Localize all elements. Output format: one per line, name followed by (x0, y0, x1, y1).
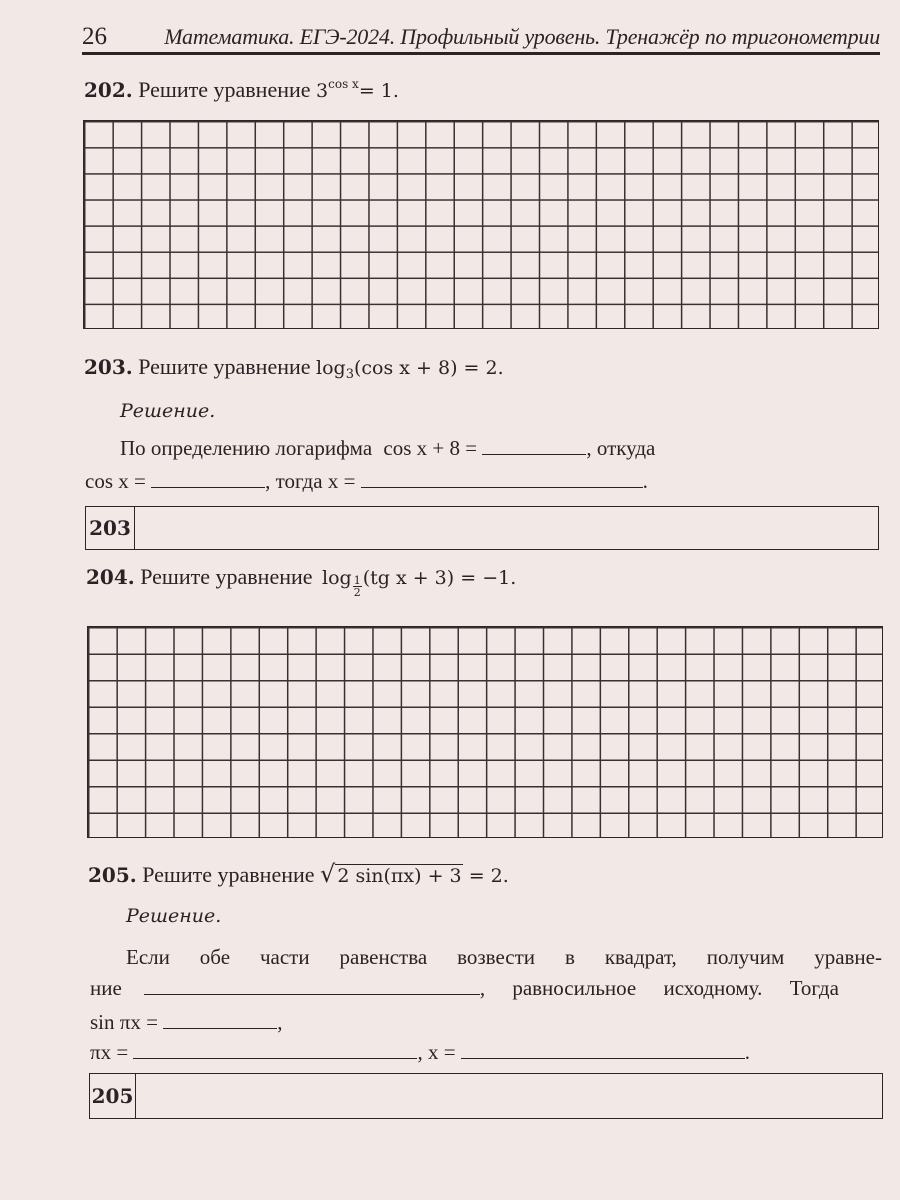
problem-prompt: Решите уравнение (142, 862, 315, 887)
problem-204-heading (86, 563, 516, 598)
blank-x-203[interactable] (361, 468, 643, 488)
problem-number: 204. (86, 565, 135, 589)
equation-radicand: 2 sin(πx) + 3 (337, 865, 462, 887)
running-title: Математика. ЕГЭ-2024. Профильный уровень. Тренажёр по тригонометрии (164, 24, 880, 49)
problem-number: 203. (84, 355, 133, 379)
line-expression: πx = (90, 1040, 129, 1064)
equation-exponent: cos x (328, 77, 359, 91)
equation-rhs: = 2. (468, 865, 509, 887)
problem-prompt: Решите уравнение (138, 354, 311, 379)
equation-func: log (322, 567, 352, 589)
line-suffix: , откуда (586, 436, 656, 460)
blank-sin-pi-x[interactable] (163, 1009, 277, 1029)
answer-label: 205 (90, 1074, 136, 1118)
work-grid-202[interactable] (83, 120, 879, 329)
line-expression-2: x = (327, 469, 356, 493)
line-prefix: По определению логарифма (120, 436, 373, 460)
line-mid: , тогда (265, 469, 323, 493)
solution-205-line-4 (90, 1038, 750, 1066)
line-expression: cos x = (85, 469, 146, 493)
line-mid: , (417, 1040, 423, 1064)
answer-field[interactable] (135, 507, 878, 549)
solution-205-line-1: Если обе части равенства возвести в квадрат, получим уравне- (126, 945, 882, 969)
answer-box-205 (89, 1073, 883, 1119)
equation-argument: (tg x + 3) (362, 567, 455, 589)
equation-argument: (cos x + 8) (354, 357, 458, 379)
line-expression: sin πx = (90, 1010, 158, 1034)
line-prefix: ние (90, 976, 122, 1000)
equation-rhs: = −1. (460, 567, 517, 589)
line-suffix: , равносильное исходному. Тогда (479, 976, 839, 1000)
line-suffix: . (744, 1040, 751, 1064)
equation-log-base-fraction (353, 575, 362, 598)
solution-203-line-1 (120, 434, 655, 462)
solution-label-203: Решение. (120, 400, 216, 422)
blank-pi-x[interactable] (133, 1039, 417, 1059)
problem-202-heading (84, 70, 399, 105)
problem-equation (320, 860, 509, 888)
problem-equation (316, 357, 504, 382)
solution-label-205: Решение. (126, 905, 222, 927)
solution-205-line-2 (90, 974, 882, 1002)
fraction-numerator: 1 (353, 574, 361, 587)
answer-box-203 (85, 506, 879, 550)
solution-203-line-2 (85, 467, 648, 495)
problem-prompt: Решите уравнение (138, 77, 311, 102)
problem-equation (322, 567, 517, 599)
page-number: 26 (82, 23, 107, 50)
sqrt-icon: √ (320, 860, 336, 888)
header-divider (82, 52, 880, 55)
problem-number: 205. (88, 863, 137, 887)
problem-equation (316, 77, 399, 102)
equation-rhs: = 1. (358, 80, 399, 102)
line-suffix: , (277, 1010, 283, 1034)
line-expression-2: x = (427, 1040, 456, 1064)
problem-203-heading (84, 353, 504, 389)
equation-func: log (316, 357, 346, 379)
problem-205-heading (88, 860, 509, 890)
blank-cos-plus-8[interactable] (482, 435, 586, 455)
blank-cos-x[interactable] (151, 468, 265, 488)
equation-log-base: 3 (345, 367, 354, 382)
work-grid-204[interactable] (87, 626, 883, 838)
blank-squared-equation[interactable] (144, 975, 480, 995)
problem-number: 202. (84, 78, 133, 102)
answer-field[interactable] (136, 1074, 882, 1118)
equation-base: 3 (316, 80, 329, 102)
fraction-denominator: 2 (353, 586, 361, 599)
problem-prompt: Решите уравнение (140, 564, 313, 589)
blank-x-205[interactable] (461, 1039, 745, 1059)
answer-label: 203 (86, 507, 135, 549)
line-expression: cos x + 8 = (383, 436, 478, 460)
equation-rhs: = 2. (463, 357, 504, 379)
line-suffix: . (642, 469, 648, 493)
solution-205-line-3 (90, 1008, 282, 1036)
